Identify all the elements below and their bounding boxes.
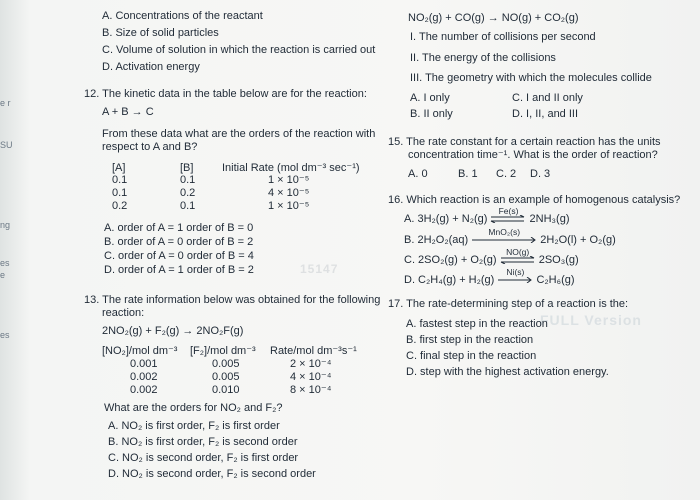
q15-option-c: C. 2: [496, 168, 517, 180]
q12-option-b: B. order of A = 0 order of B = 2: [104, 236, 254, 248]
q12-ask-line1: From these data what are the orders of the reaction with: [102, 128, 376, 140]
catalyst-label: Fe(s): [498, 206, 519, 216]
q17-option-c: C. final step in the reaction: [406, 350, 537, 362]
q13-option-d: D. NO₂ is second order, F₂ is second order: [108, 468, 316, 480]
q12-cell: 0.2: [112, 200, 128, 212]
q15-stem-line1: 15. The rate constant for a certain reaction has the units: [388, 136, 661, 148]
q16-option-d: [404, 267, 575, 287]
q13-ask: What are the orders for NO₂ and F₂?: [104, 402, 283, 414]
q13-option-b: B. NO₂ is first order, F₂ is second order: [108, 436, 298, 448]
right-item-2: II. The energy of the collisions: [410, 52, 556, 64]
q16-d-reactants: D. C₂H₄(g) + H₂(g): [404, 274, 495, 286]
q17-stem: 17. The rate-determining step of a reaction is the:: [388, 298, 629, 310]
catalyst-label: MnO₂(s): [488, 227, 521, 237]
q13-stem-line2: reaction:: [102, 307, 145, 319]
q13-cell: 0.010: [212, 384, 240, 396]
top-option-d: D. Activation energy: [102, 61, 200, 73]
q17-option-a: A. fastest step in the reaction: [406, 318, 548, 330]
q16-c-reactants: C. 2SO₂(g) + O₂(g): [404, 254, 497, 266]
edge-fragment: es: [0, 330, 10, 340]
q13-cell: 0.002: [130, 384, 158, 396]
q16-a-reactants: A. 3H₂(g) + N₂(g): [404, 213, 488, 225]
top-option-c: C. Volume of solution in which the reaction is carried out: [102, 44, 376, 56]
q12-cell: 1 × 10⁻⁵: [268, 200, 310, 212]
q12-cell: 0.1: [112, 174, 128, 186]
edge-fragment: es: [0, 258, 10, 268]
q12-option-a: A. order of A = 1 order of B = 0: [104, 222, 254, 234]
q12-reaction: A + B → C: [102, 106, 154, 118]
q12-cell: 4 × 10⁻⁵: [268, 187, 310, 199]
edge-fragment: SU: [0, 140, 13, 150]
q16-b-product: 2H₂O(l) + O₂(g): [540, 234, 616, 246]
right-option-d: D. I, II, and III: [512, 108, 579, 120]
q13-stem-line1: 13. The rate information below was obtained for the following: [84, 294, 381, 306]
q12-header-a: [A]: [112, 162, 126, 174]
q12-header-rate: Initial Rate (mol dm⁻³ sec⁻¹): [222, 162, 360, 174]
q15-option-a: A. 0: [408, 168, 428, 180]
catalyst-label: Ni(s): [506, 267, 525, 277]
q13-cell: 0.005: [212, 358, 240, 370]
right-option-b: B. II only: [410, 108, 453, 120]
q13-cell: 0.001: [130, 358, 158, 370]
q13-cell: 0.005: [212, 371, 240, 383]
catalyst-arrow: [490, 206, 526, 226]
q16-option-a: [404, 206, 570, 226]
q16-a-product: 2NH₃(g): [529, 213, 570, 225]
q13-cell: 8 × 10⁻⁴: [290, 384, 332, 396]
right-option-c: C. I and II only: [512, 92, 583, 104]
q13-cell: 4 × 10⁻⁴: [290, 371, 332, 383]
edge-fragment: e: [0, 270, 6, 280]
q13-reaction: 2NO₂(g) + F₂(g) → 2NO₂F(g): [102, 325, 244, 337]
right-item-1: I. The number of collisions per second: [410, 31, 596, 43]
q12-cell: 1 × 10⁻⁵: [268, 174, 310, 186]
q15-option-b: B. 1: [458, 168, 478, 180]
top-option-a: A. Concentrations of the reactant: [102, 10, 263, 22]
q12-ask-line2: respect to A and B?: [102, 141, 198, 153]
top-option-b: B. Size of solid particles: [102, 27, 219, 39]
q12-cell: 0.1: [180, 200, 196, 212]
q15-option-d: D. 3: [530, 168, 551, 180]
catalyst-label: NO(g): [506, 247, 530, 257]
q16-option-c: [404, 247, 579, 267]
q13-header-rate: Rate/mol dm⁻³s⁻¹: [270, 345, 357, 357]
q12-option-d: D. order of A = 1 order of B = 2: [104, 264, 254, 276]
q12-stem: 12. The kinetic data in the table below are for the reaction:: [84, 88, 367, 100]
right-option-a: A. I only: [410, 92, 450, 104]
watermark-number: 15147: [300, 262, 339, 276]
right-item-3: III. The geometry with which the molecules collide: [410, 72, 652, 84]
edge-fragment: ng: [0, 220, 11, 230]
q13-header-no2: [NO₂]/mol dm⁻³: [102, 345, 178, 357]
q12-cell: 0.1: [112, 187, 128, 199]
q16-stem: 16. Which reaction is an example of homogenous catalysis?: [388, 194, 681, 206]
q13-cell: 2 × 10⁻⁴: [290, 358, 332, 370]
q12-cell: 0.2: [180, 187, 196, 199]
edge-fragment: e r: [0, 98, 11, 108]
q12-header-b: [B]: [180, 162, 194, 174]
right-reaction: NO₂(g) + CO(g) → NO(g) + CO₂(g): [408, 12, 579, 24]
q12-cell: 0.1: [180, 174, 196, 186]
q12-option-c: C. order of A = 0 order of B = 4: [104, 250, 254, 262]
q13-header-f2: [F₂]/mol dm⁻³: [190, 345, 256, 357]
q16-b-reactants: B. 2H₂O₂(aq): [404, 234, 469, 246]
q17-option-d: D. step with the highest activation energy.: [406, 366, 609, 378]
q13-option-a: A. NO₂ is first order, F₂ is first order: [108, 420, 280, 432]
q16-c-product: 2SO₃(g): [538, 254, 579, 266]
q17-option-b: B. first step in the reaction: [406, 334, 534, 346]
q13-option-c: C. NO₂ is second order, F₂ is first order: [108, 452, 299, 464]
watermark-full-version: FULL Version: [540, 312, 642, 328]
q16-d-product: C₂H₆(g): [536, 274, 575, 286]
q13-cell: 0.002: [130, 371, 158, 383]
catalyst-arrow: [497, 267, 533, 287]
q15-stem-line2: concentration time⁻¹. What is the order of reaction?: [408, 149, 658, 161]
